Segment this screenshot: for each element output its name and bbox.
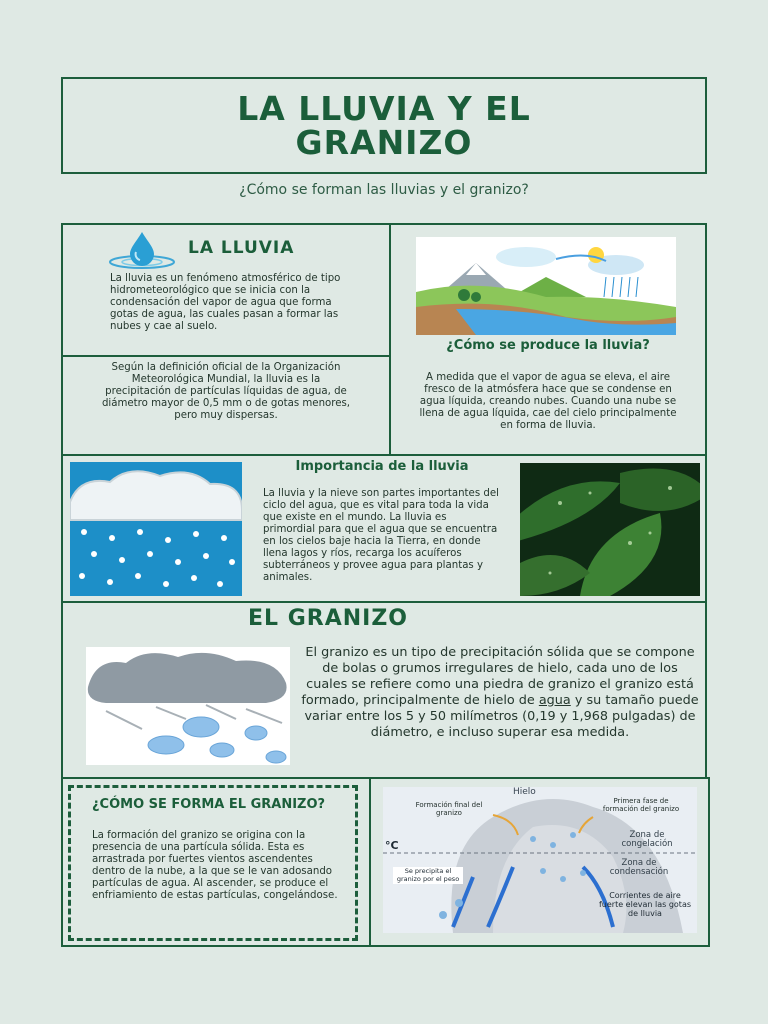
lluvia-definition-text: Según la definición oficial de la Organización Meteorológica Mundial, la lluvia es la precipitación de partículas líquidas de agua, de diámetro mayor de 0,5 mm o de gotas menores, pero muy dispersas. [101, 362, 351, 421]
importancia-text: La lluvia y la nieve son partes importantes del ciclo del agua, que es vital para toda la vida que existe en el mundo. La lluvia es primordial para que el agua que se encuentra en los cielos baje hacia la Tierra, en donde llena lagos y ríos, recarga los acuíferos subterráneos y provee agua para plantas y animales. [263, 488, 499, 583]
title-box [61, 77, 707, 174]
diagram-primera-fase: Primera fase de formación del granizo [602, 797, 680, 813]
forma-text: La formación del granizo se origina con la presencia de una partícula sólida. Esta es arrastrada por fuertes vientos ascendentes dentro de la nube, a la que se le van adosando partículas de agua. Al ascender, se produce el enfriamiento de estas partículas, congelándose. [92, 830, 338, 901]
rain-cloud-image [70, 462, 242, 596]
wet-leaves-image [520, 463, 700, 596]
lluvia-heading: LA LLUVIA [188, 238, 295, 258]
lluvia-intro-text: La lluvia es un fenómeno atmosférico de tipo hidrometeorológico que se inicia con la condensación del vapor de agua que forma gotas de agua, las cuales pasan a formar las nubes y cae al suelo. [110, 273, 341, 332]
title-line-1: LA LLUVIA Y EL [237, 88, 531, 128]
hail-cloud-image [86, 647, 290, 765]
diagram-zona-congelacion: Zona de congelación [621, 830, 673, 849]
granizo-text-after: y su tamaño puede variar entre los 5 y 50 milímetros (0,19 y 1,968 pulgadas) de diámetro, e incluso superar esa medida. [304, 693, 699, 740]
diagram-zona-condensacion: Zona de condensación [609, 858, 669, 877]
diagram-hielo: Hielo [513, 787, 536, 797]
importancia-heading: Importancia de la lluvia [295, 459, 469, 474]
granizo-heading: EL GRANIZO [248, 606, 408, 631]
water-cycle-image [416, 237, 676, 335]
diagram-corrientes: Corrientes de aire fuerte elevan las gotas de lluvia [598, 891, 692, 918]
hail-formation-diagram [383, 787, 697, 933]
produce-text: A medida que el vapor de agua se eleva, el aire fresco de la atmósfera hace que se condense en agua líquida, creando nubes. Cuando una nube se llena de agua líquida, cae del cielo principalmente en forma de lluvia. [419, 372, 677, 431]
title-line-2: GRANIZO [295, 122, 473, 162]
page-title [237, 88, 531, 162]
diagram-celsius: °C [385, 839, 399, 852]
water-drop-icon [108, 230, 176, 270]
forma-heading: ¿CÓMO SE FORMA EL GRANIZO? [92, 797, 326, 812]
diagram-formacion-final: Formación final del granizo [415, 801, 483, 817]
granizo-text-before: El granizo es un tipo de precipitación sólida que se compone de bolas o grumos irregulares de hielo, cada uno de los cuales se refiere como una piedra de granizo el granizo está formado, principalmente de hielo de [301, 645, 695, 708]
page-subtitle: ¿Cómo se forman las lluvias y el granizo? [239, 182, 529, 198]
produce-heading: ¿Cómo se produce la lluvia? [446, 338, 650, 353]
granizo-text-link[interactable]: agua [538, 693, 571, 708]
diagram-precipita: Se precipita el granizo por el peso [393, 867, 463, 884]
granizo-text [300, 645, 700, 741]
